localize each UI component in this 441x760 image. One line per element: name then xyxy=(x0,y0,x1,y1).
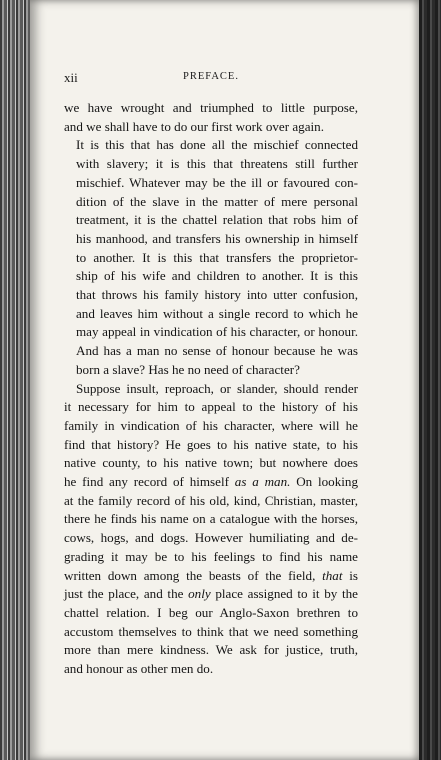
text-segment: is xyxy=(342,567,358,583)
paragraph-2 xyxy=(64,136,358,379)
text-line: family in vindication of his character, where will he xyxy=(64,417,358,433)
text-line-with-italic xyxy=(64,567,358,586)
running-head: PREFACE. xyxy=(183,71,239,82)
text-line-with-italic xyxy=(64,585,358,604)
text-line: cows, hogs, and dogs. However humiliating and de- xyxy=(64,530,358,546)
text-line: mischief. Whatever may be the ill or favoured con- xyxy=(76,174,358,190)
page-number: xii xyxy=(64,70,78,85)
text-line: born a slave? Has he no need of character? xyxy=(76,361,300,377)
italic-phrase: that xyxy=(322,567,343,583)
text-line: with slavery; it is this that threatens still further xyxy=(76,156,358,172)
text-line: we have wrought and triumphed to little purpose, xyxy=(64,100,358,115)
text-segment: written down among the beasts of the field, xyxy=(64,567,323,583)
text-line: It is this that has done all the mischief connected xyxy=(76,137,358,153)
italic-phrase: only xyxy=(188,586,211,602)
paragraph-3 xyxy=(64,380,358,679)
text-line: treatment, it is the chattel relation that robs him of xyxy=(76,212,358,228)
text-line: more than mere kindness. We ask for justice, truth, xyxy=(64,642,358,658)
text-line: grading it may be to his feelings to find his name xyxy=(64,548,358,564)
text-line: there he finds his name on a catalogue with the horses, xyxy=(64,511,358,527)
text-line: it necessary for him to appeal to the history of his xyxy=(64,399,358,415)
page-header xyxy=(64,70,358,86)
text-line: Suppose insult, reproach, or slander, should render xyxy=(76,380,358,396)
scan-left-edge xyxy=(0,0,30,760)
paragraph-1 xyxy=(64,99,358,136)
text-line: chattel relation. I beg our Anglo-Saxon brethren to xyxy=(64,604,358,620)
text-line: may appeal in vindication of his character, or honour. xyxy=(76,324,358,340)
scan-right-edge xyxy=(419,0,441,760)
text-line: that throws his family history into utter confusion, xyxy=(76,287,358,303)
text-line: And has a man no sense of honour because he was xyxy=(76,343,358,359)
text-line: and honour as other men do. xyxy=(64,661,214,677)
text-line: his manhood, and transfers his ownership in himself xyxy=(76,230,358,246)
text-segment: he find any record of himself xyxy=(64,474,235,490)
text-line: ship of his wife and children to another. It is this xyxy=(76,268,358,284)
text-line: native county, to his native town; but nowhere does xyxy=(64,455,358,471)
text-segment: On looking xyxy=(290,474,359,490)
text-line-with-italic xyxy=(64,473,358,492)
text-line: find that history? He goes to his native state, to his xyxy=(64,436,358,452)
text-line: and leaves him without a single record to which he xyxy=(76,305,358,321)
italic-phrase: as a man. xyxy=(234,474,291,490)
body-text xyxy=(64,99,358,679)
text-segment: place assigned to it by the xyxy=(210,586,358,602)
text-line: at the family record of his old, kind, Christian, master, xyxy=(64,492,358,508)
text-line: and we shall have to do our first work over again. xyxy=(64,118,324,134)
text-line: dition of the slave in the matter of mere personal xyxy=(76,193,358,209)
text-line: to another. It is this that transfers the proprietor- xyxy=(76,249,358,265)
text-segment: just the place, and the xyxy=(64,586,189,602)
text-line: accustom themselves to think that we need something xyxy=(64,623,358,639)
